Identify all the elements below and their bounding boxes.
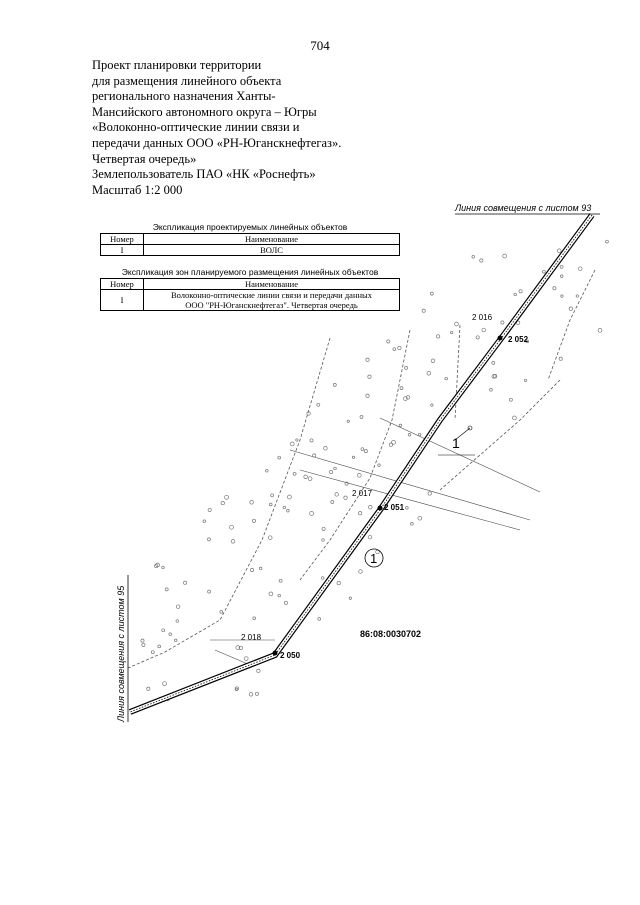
vegetation-symbol: [169, 633, 172, 636]
vegetation-symbol: [557, 249, 561, 253]
vegetation-symbol: [400, 387, 403, 390]
vegetation-symbol: [322, 527, 325, 530]
vegetation-symbol: [310, 439, 313, 442]
vegetation-symbol: [158, 645, 161, 648]
vegetation-symbol: [543, 270, 546, 273]
vegetation-symbol: [369, 505, 373, 509]
point-marker: [273, 651, 278, 656]
vegetation-symbol: [330, 470, 333, 473]
table-cell-line: ООО "РН-Юганскнефтегаз". Четвертая очередь: [185, 300, 358, 310]
title-line: «Волоконно-оптические линии связи и: [92, 120, 300, 135]
vegetation-symbol: [598, 329, 602, 333]
vegetation-symbol: [255, 692, 258, 695]
vegetation-symbol: [358, 512, 361, 515]
vegetation-symbol: [208, 508, 211, 511]
vegetation-symbol: [392, 440, 396, 444]
vegetation-symbol: [257, 669, 260, 672]
vegetation-symbol: [208, 590, 211, 593]
vegetation-symbol: [176, 620, 179, 623]
point-label: 2 017: [352, 489, 373, 498]
table-cell: ВОЛС: [144, 245, 400, 256]
vegetation-symbol: [509, 398, 512, 401]
vegetation-symbol: [184, 581, 187, 584]
vegetation-symbol: [480, 259, 483, 262]
page-number: 704: [310, 38, 330, 53]
vegetation-symbol: [250, 501, 254, 505]
vegetation-symbol: [490, 388, 493, 391]
vegetation-symbol: [271, 494, 274, 497]
vegetation-symbol: [349, 597, 351, 599]
table-cell-line: Волоконно-оптические линии связи и передачи данных: [170, 290, 373, 300]
vegetation-symbol: [501, 321, 504, 324]
vegetation-symbol: [387, 340, 390, 343]
vegetation-symbol: [304, 475, 308, 479]
point-label: 2 052: [508, 335, 529, 344]
vegetation-symbol: [364, 450, 367, 453]
vegetation-symbol: [278, 594, 281, 597]
vegetation-symbol: [451, 331, 453, 333]
title-line: Четвертая очередь»: [92, 151, 197, 166]
vegetation-symbol: [569, 307, 572, 310]
vegetation-symbol: [427, 372, 431, 376]
vegetation-symbol: [269, 503, 272, 506]
vegetation-symbol: [482, 328, 486, 332]
vegetation-symbol: [357, 473, 361, 477]
vegetation-symbol: [366, 394, 369, 397]
vegetation-symbol: [455, 322, 459, 326]
vegetation-symbol: [411, 522, 414, 525]
vegetation-symbol: [163, 682, 167, 686]
vegetation-symbol: [317, 403, 320, 406]
vegetation-symbol: [322, 539, 325, 542]
vegetation-symbol: [519, 290, 522, 293]
vegetation-symbol: [293, 472, 296, 475]
vegetation-symbol: [268, 536, 272, 540]
vegetation-symbol: [318, 618, 321, 621]
vegetation-symbol: [142, 643, 145, 646]
vegetation-symbol: [368, 535, 372, 539]
vegetation-symbol: [203, 520, 206, 523]
vegetation-symbol: [231, 540, 235, 544]
title-line: регионального назначения Ханты-: [92, 89, 276, 104]
vegetation-symbol: [244, 657, 248, 661]
vegetation-symbol: [287, 509, 290, 512]
vegetation-symbol: [307, 412, 310, 415]
vegetation-symbol: [418, 516, 422, 520]
vegetation-symbol: [408, 434, 411, 437]
zone-label-upper: [438, 426, 475, 455]
vegetation-symbol: [296, 439, 298, 441]
vegetation-symbol: [347, 420, 349, 422]
zone-number: 1: [370, 551, 378, 566]
vegetation-symbol: [368, 375, 371, 378]
vegetation-symbol: [337, 581, 340, 584]
title-line: передачи данных ООО «РН-Юганскнефтегаз».: [92, 135, 342, 150]
vegetation-symbol: [283, 506, 286, 509]
vegetation-symbol: [418, 433, 421, 436]
vegetation-symbol: [361, 448, 364, 451]
vegetation-symbol: [313, 454, 316, 457]
vegetation-symbol: [252, 519, 255, 522]
vegetation-symbol: [430, 292, 433, 295]
header-cell: Наименование: [144, 234, 400, 245]
vegetation-symbol: [174, 639, 177, 642]
vegetation-symbol: [559, 357, 562, 360]
vegetation-symbol: [230, 525, 234, 529]
vegetation-symbol: [431, 359, 435, 363]
vegetation-symbol: [344, 496, 347, 499]
vegetation-symbol: [503, 254, 507, 258]
vegetation-symbol: [269, 592, 273, 596]
table-cell: I: [101, 290, 144, 311]
vegetation-symbol: [606, 240, 609, 243]
vegetation-symbol: [360, 416, 363, 419]
match-line-label-left: Линия совмещения с листом 95: [116, 585, 126, 722]
vegetation-symbol: [324, 446, 328, 450]
vegetation-symbol: [399, 424, 402, 427]
vegetation-symbol: [352, 456, 354, 458]
vegetation-symbol: [331, 501, 334, 504]
point-label: 2 050: [280, 651, 301, 660]
vegetation-symbol: [335, 493, 339, 497]
vegetation-symbol: [279, 579, 282, 582]
vegetation-symbol: [366, 358, 369, 361]
header-cell: Номер: [101, 279, 144, 290]
point-label: 2 051: [384, 503, 405, 512]
vegetation-symbol: [476, 336, 479, 339]
vegetation-symbol: [579, 267, 583, 271]
vegetation-symbol: [492, 361, 495, 364]
vegetation-symbol: [220, 611, 223, 614]
vegetation-symbol: [406, 507, 409, 510]
vegetation-symbol: [445, 377, 448, 380]
point-label: 2 018: [241, 633, 262, 642]
vegetation-symbol: [359, 570, 363, 574]
vegetation-symbol: [561, 295, 563, 297]
vegetation-symbol: [428, 492, 431, 495]
vegetation-symbol: [151, 651, 154, 654]
vegetation-symbol: [321, 577, 324, 580]
vegetation-symbol: [251, 568, 254, 571]
vegetation-symbol: [266, 470, 269, 473]
zone-boundaries: [128, 270, 595, 668]
vegetation-symbol: [436, 335, 439, 338]
vegetation-symbol: [398, 346, 401, 349]
vegetation-symbol: [290, 442, 294, 446]
title-line: Мансийского автономного округа – Югры: [92, 104, 317, 119]
vegetation-symbol: [147, 687, 150, 690]
vegetation-symbol: [253, 617, 256, 620]
vegetation-symbol: [378, 464, 381, 467]
vegetation-symbol: [221, 501, 224, 504]
vegetation-symbol: [162, 566, 165, 569]
zone-label-circled: [365, 549, 383, 567]
vegetation-symbol: [165, 588, 168, 591]
vegetation-symbol: [249, 693, 253, 697]
vegetation-symbol: [393, 348, 396, 351]
point-label: 2 016: [472, 313, 493, 322]
vegetation-symbol: [308, 477, 312, 481]
vegetation-symbol: [333, 383, 336, 386]
point-marker: [378, 506, 383, 511]
vegetation-symbol: [576, 295, 578, 297]
title-line: Проект планировки территории: [92, 58, 262, 72]
cadastral-number: 86:08:0030702: [360, 629, 422, 639]
vegetation-symbol: [524, 379, 526, 381]
vegetation-symbol: [514, 293, 517, 296]
vegetation-symbol: [284, 601, 287, 604]
vegetation-symbol: [278, 456, 281, 459]
table-cell: I: [101, 245, 144, 256]
vegetation-symbol: [422, 309, 425, 312]
vegetation-symbol: [141, 639, 144, 642]
vegetation-symbol: [560, 265, 563, 268]
vegetation-symbol: [513, 416, 517, 420]
vegetation-symbol: [287, 495, 291, 499]
table-caption: Экспликация проектируемых линейных объектов: [152, 222, 348, 232]
vegetation-symbol: [553, 287, 556, 290]
vegetation-symbol: [560, 275, 563, 278]
title-line: Землепользователь ПАО «НК «Роснефть»: [92, 167, 316, 182]
vegetation-symbol: [472, 255, 475, 258]
vegetation-symbol: [259, 567, 262, 570]
point-marker: [498, 336, 503, 341]
vegetation-symbol: [225, 495, 229, 499]
vegetation-symbol: [162, 629, 165, 632]
vegetation-symbol: [431, 404, 433, 406]
header-cell: Наименование: [144, 279, 400, 290]
match-line-label-top: Линия совмещения с листом 93: [455, 203, 592, 213]
zone-number: 1: [452, 435, 460, 451]
thin-road-lines: [210, 418, 540, 665]
vegetation-symbol: [334, 467, 337, 470]
header-cell: Номер: [101, 234, 144, 245]
title-line: Масштаб 1:2 000: [92, 182, 183, 197]
vegetation-symbol: [176, 605, 180, 609]
vegetation-symbol: [310, 512, 314, 516]
title-line: для размещения линейного объекта: [92, 73, 282, 88]
vegetation-symbol: [405, 366, 408, 369]
vegetation-symbol: [208, 538, 211, 541]
table-caption: Экспликация зон планируемого размещения линейных объектов: [121, 267, 379, 277]
